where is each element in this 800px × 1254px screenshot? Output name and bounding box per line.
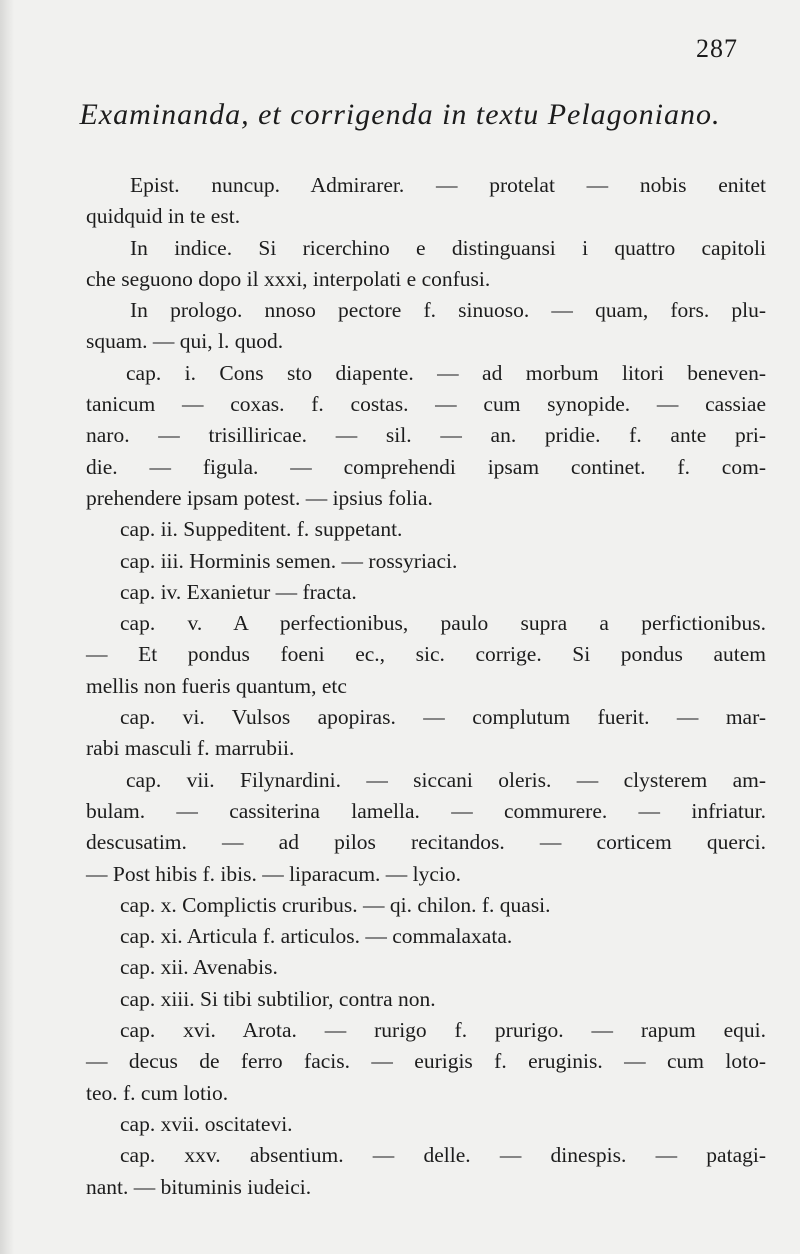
- text-line: che seguono dopo il xxxi, interpolati e confusi.: [86, 266, 491, 291]
- text-line: cap. ii. Suppeditent. f. suppetant.: [120, 517, 403, 542]
- text-line: squam. — qui, l. quod.: [86, 329, 284, 354]
- text-line: rabi masculi f. marrubii.: [86, 736, 295, 761]
- text-line: cap. vii. Filynardini. — siccani oleris. — clysterem am-: [126, 767, 766, 792]
- text-line: cap. iii. Horminis semen. — rossyriaci.: [120, 548, 458, 573]
- text-line: prehendere ipsam potest. — ipsius folia.: [86, 485, 433, 510]
- page-title: Examinanda, et corrigenda in textu Pelagoniano.: [79, 98, 721, 131]
- text-line: In indice. Si ricerchino e distinguansi i quattro capitoli: [130, 235, 766, 260]
- text-line: — Et pondus foeni ec., sic. corrige. Si pondus autem: [86, 642, 766, 667]
- text-line: cap. x. Complictis cruribus. — qi. chilon. f. quasi.: [120, 892, 551, 917]
- text-line: tanicum — coxas. f. costas. — cum synopide. — cassiae: [86, 392, 766, 417]
- page-number: 287: [696, 34, 738, 63]
- text-line: teo. f. cum lotio.: [86, 1080, 229, 1105]
- text-line: descusatim. — ad pilos recitandos. — corticem querci.: [86, 830, 766, 855]
- text-line: bulam. — cassiterina lamella. — commurere. — infriatur.: [86, 798, 766, 823]
- text-line: cap. xii. Avenabis.: [120, 955, 278, 980]
- text-line: quidquid in te est.: [86, 204, 241, 229]
- text-line: cap. xxv. absentium. — delle. — dinespis. — patagi-: [120, 1143, 766, 1168]
- text-line: In prologo. nnoso pectore f. sinuoso. — quam, fors. plu-: [130, 298, 766, 323]
- text-line: — Post hibis f. ibis. — liparacum. — lycio.: [86, 861, 462, 886]
- page-body: [86, 170, 766, 1203]
- text-line: cap. iv. Exanietur — fracta.: [120, 579, 357, 604]
- text-line: — decus de ferro facis. — eurigis f. eruginis. — cum loto-: [86, 1049, 766, 1074]
- text-line: mellis non fueris quantum, etc: [86, 673, 347, 698]
- text-line: cap. v. A perfectionibus, paulo supra a perfictionibus.: [120, 611, 766, 636]
- text-line: die. — figula. — comprehendi ipsam continet. f. com-: [86, 454, 766, 479]
- text-line: cap. vi. Vulsos apopiras. — complutum fuerit. — mar-: [120, 705, 766, 730]
- text-line: naro. — trisilliricae. — sil. — an. pridie. f. ante pri-: [86, 423, 766, 448]
- text-line: cap. i. Cons sto diapente. — ad morbum litori beneven-: [126, 360, 766, 385]
- page-edge-shadow: [0, 0, 14, 1254]
- text-line: cap. xiii. Si tibi subtilior, contra non.: [120, 986, 436, 1011]
- text-line: cap. xvii. oscitatevi.: [120, 1111, 293, 1136]
- text-line: nant. — bituminis iudeici.: [86, 1174, 312, 1199]
- text-line: cap. xi. Articula f. articulos. — commalaxata.: [120, 924, 513, 949]
- text-line: Epist. nuncup. Admirarer. — protelat — nobis enitet: [130, 173, 766, 197]
- text-line: cap. xvi. Arota. — rurigo f. prurigo. — rapum equi.: [120, 1018, 766, 1043]
